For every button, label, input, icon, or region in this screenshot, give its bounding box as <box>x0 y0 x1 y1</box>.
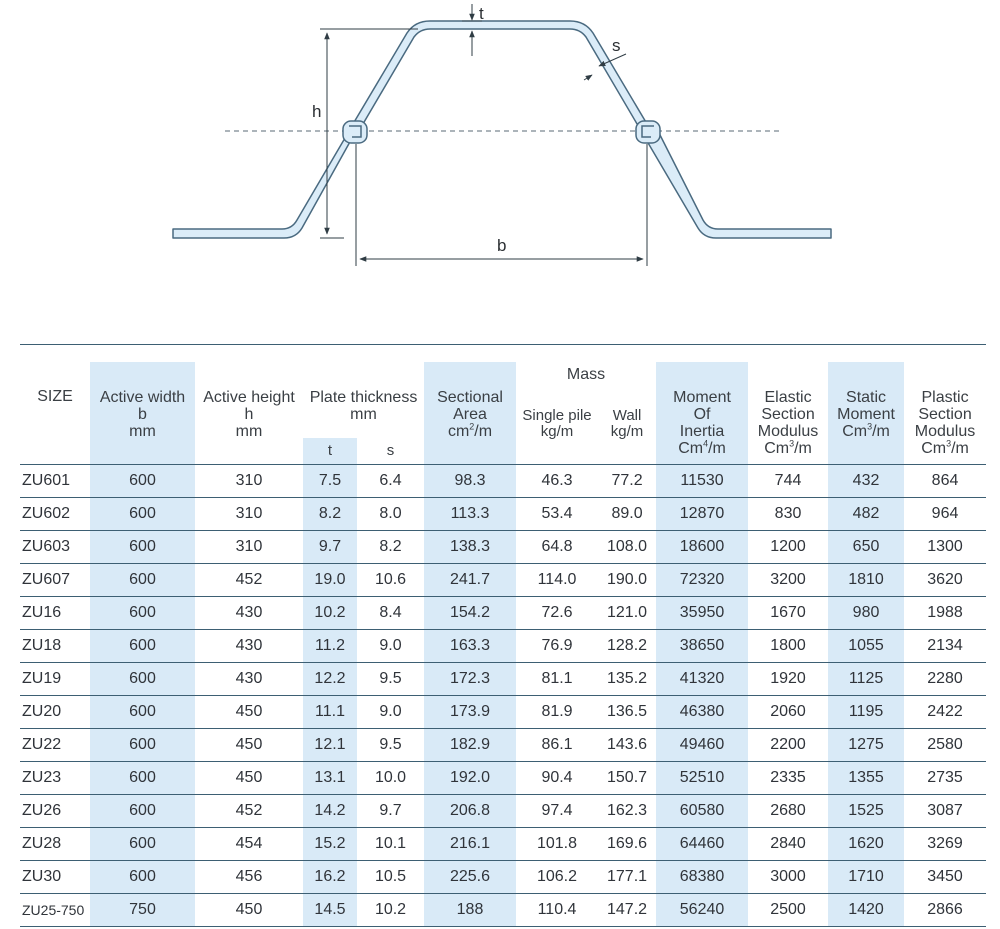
cell-mass-wall: 136.5 <box>598 695 656 728</box>
cell-thickness-t: 7.5 <box>303 464 357 497</box>
cell-elastic-section-modulus: 3200 <box>748 563 828 596</box>
cell-static-moment: 650 <box>828 530 904 563</box>
cell-static-moment: 1195 <box>828 695 904 728</box>
thickness-s-label: s <box>612 36 621 55</box>
cell-plastic-section-modulus: 1988 <box>904 596 986 629</box>
cell-elastic-section-modulus: 2680 <box>748 794 828 827</box>
cell-static-moment: 1275 <box>828 728 904 761</box>
cell-moment-of-inertia: 46380 <box>656 695 748 728</box>
header-wall: Wall kg/m <box>610 407 644 440</box>
cell-active-width: 600 <box>90 728 195 761</box>
cell-mass-wall: 177.1 <box>598 860 656 893</box>
cell-active-height: 452 <box>195 563 303 596</box>
cell-thickness-t: 10.2 <box>303 596 357 629</box>
cell-plastic-section-modulus: 964 <box>904 497 986 530</box>
cell-moment-of-inertia: 18600 <box>656 530 748 563</box>
table-row <box>20 530 986 563</box>
header-single-pile: Single pile kg/m <box>522 407 592 440</box>
cell-moment-of-inertia: 72320 <box>656 563 748 596</box>
specification-table <box>20 362 986 927</box>
cell-moment-of-inertia: 11530 <box>656 464 748 497</box>
cell-size: ZU19 <box>20 662 90 695</box>
cell-active-height: 310 <box>195 497 303 530</box>
height-label: h <box>312 102 322 121</box>
cell-mass-single-pile: 86.1 <box>516 728 598 761</box>
cell-active-height: 452 <box>195 794 303 827</box>
cell-mass-single-pile: 76.9 <box>516 629 598 662</box>
cell-sectional-area: 154.2 <box>424 596 516 629</box>
cell-mass-wall: 162.3 <box>598 794 656 827</box>
cell-mass-single-pile: 110.4 <box>516 893 598 926</box>
cell-size: ZU607 <box>20 563 90 596</box>
cell-active-height: 456 <box>195 860 303 893</box>
cell-plastic-section-modulus: 2866 <box>904 893 986 926</box>
header-elastic-section-modulus: Elastic Section Modulus Cm$^3$/m <box>757 389 819 457</box>
header-mass: Mass <box>566 366 606 383</box>
cell-mass-wall: 121.0 <box>598 596 656 629</box>
cell-moment-of-inertia: 60580 <box>656 794 748 827</box>
cell-elastic-section-modulus: 2840 <box>748 827 828 860</box>
cell-thickness-s: 10.6 <box>357 563 424 596</box>
cell-moment-of-inertia: 68380 <box>656 860 748 893</box>
cell-mass-single-pile: 81.9 <box>516 695 598 728</box>
cell-active-height: 450 <box>195 695 303 728</box>
cell-thickness-s: 8.0 <box>357 497 424 530</box>
cell-elastic-section-modulus: 3000 <box>748 860 828 893</box>
cell-plastic-section-modulus: 2134 <box>904 629 986 662</box>
table-row <box>20 629 986 662</box>
cell-active-width: 600 <box>90 530 195 563</box>
cell-sectional-area: 192.0 <box>424 761 516 794</box>
cell-thickness-s: 10.2 <box>357 893 424 926</box>
cell-active-height: 450 <box>195 728 303 761</box>
cell-active-width: 600 <box>90 761 195 794</box>
cell-moment-of-inertia: 12870 <box>656 497 748 530</box>
cell-mass-wall: 147.2 <box>598 893 656 926</box>
cell-size: ZU28 <box>20 827 90 860</box>
cell-plastic-section-modulus: 3269 <box>904 827 986 860</box>
cell-elastic-section-modulus: 1200 <box>748 530 828 563</box>
cell-static-moment: 432 <box>828 464 904 497</box>
cell-elastic-section-modulus: 1920 <box>748 662 828 695</box>
cell-thickness-t: 11.1 <box>303 695 357 728</box>
cell-size: ZU601 <box>20 464 90 497</box>
table-row <box>20 596 986 629</box>
cell-moment-of-inertia: 41320 <box>656 662 748 695</box>
cell-active-width: 600 <box>90 563 195 596</box>
width-label: b <box>497 236 507 255</box>
cell-thickness-s: 9.0 <box>357 629 424 662</box>
cell-plastic-section-modulus: 3087 <box>904 794 986 827</box>
header-sectional-area: Sectional Area $cm^2/m$ <box>424 362 516 464</box>
cell-elastic-section-modulus: 1670 <box>748 596 828 629</box>
cell-thickness-s: 9.0 <box>357 695 424 728</box>
cell-thickness-t: 9.7 <box>303 530 357 563</box>
header-plastic-section-modulus: Plastic Section Modulus Cm$^3$/m <box>914 389 976 457</box>
cell-elastic-section-modulus: 2060 <box>748 695 828 728</box>
cell-active-width: 600 <box>90 497 195 530</box>
cell-moment-of-inertia: 52510 <box>656 761 748 794</box>
cell-size: ZU18 <box>20 629 90 662</box>
cell-moment-of-inertia: 49460 <box>656 728 748 761</box>
cell-elastic-section-modulus: 744 <box>748 464 828 497</box>
cell-plastic-section-modulus: 1300 <box>904 530 986 563</box>
table-row <box>20 794 986 827</box>
cell-thickness-t: 15.2 <box>303 827 357 860</box>
table-top-rule <box>20 344 986 345</box>
z-profile-shape <box>173 21 831 238</box>
header-moment-of-inertia: Moment Of Inertia Cm$^4$/m <box>656 362 748 464</box>
cell-plastic-section-modulus: 3450 <box>904 860 986 893</box>
cell-active-width: 600 <box>90 629 195 662</box>
cell-elastic-section-modulus: 2200 <box>748 728 828 761</box>
header-plate-thickness: Plate thickness mm <box>309 389 418 423</box>
cell-thickness-t: 13.1 <box>303 761 357 794</box>
header-active-width: Active width b mm <box>90 362 195 464</box>
cell-elastic-section-modulus: 2335 <box>748 761 828 794</box>
cell-mass-wall: 77.2 <box>598 464 656 497</box>
sheet-pile-section-diagram <box>0 0 1000 300</box>
cell-size: ZU602 <box>20 497 90 530</box>
cell-mass-single-pile: 46.3 <box>516 464 598 497</box>
cell-sectional-area: 225.6 <box>424 860 516 893</box>
cell-mass-wall: 169.6 <box>598 827 656 860</box>
cell-mass-single-pile: 114.0 <box>516 563 598 596</box>
cell-static-moment: 1355 <box>828 761 904 794</box>
cell-thickness-s: 9.5 <box>357 662 424 695</box>
cell-active-height: 310 <box>195 530 303 563</box>
cell-mass-wall: 128.2 <box>598 629 656 662</box>
cell-thickness-s: 9.7 <box>357 794 424 827</box>
cell-sectional-area: 182.9 <box>424 728 516 761</box>
cell-sectional-area: 241.7 <box>424 563 516 596</box>
cell-mass-single-pile: 81.1 <box>516 662 598 695</box>
cell-active-height: 310 <box>195 464 303 497</box>
cell-sectional-area: 98.3 <box>424 464 516 497</box>
cell-mass-single-pile: 106.2 <box>516 860 598 893</box>
cell-size: ZU30 <box>20 860 90 893</box>
cell-thickness-t: 8.2 <box>303 497 357 530</box>
cell-sectional-area: 138.3 <box>424 530 516 563</box>
header-t: t <box>303 438 357 464</box>
cell-plastic-section-modulus: 2735 <box>904 761 986 794</box>
table-row <box>20 497 986 530</box>
cell-mass-wall: 143.6 <box>598 728 656 761</box>
cell-static-moment: 980 <box>828 596 904 629</box>
cell-thickness-t: 14.2 <box>303 794 357 827</box>
cell-thickness-s: 10.0 <box>357 761 424 794</box>
cell-mass-single-pile: 101.8 <box>516 827 598 860</box>
cell-sectional-area: 206.8 <box>424 794 516 827</box>
cell-mass-single-pile: 72.6 <box>516 596 598 629</box>
cell-size: ZU25-750 <box>20 893 90 926</box>
cell-thickness-t: 12.2 <box>303 662 357 695</box>
table-row <box>20 761 986 794</box>
cell-thickness-t: 11.2 <box>303 629 357 662</box>
cell-active-width: 600 <box>90 860 195 893</box>
cell-thickness-s: 8.4 <box>357 596 424 629</box>
table-row <box>20 662 986 695</box>
table-row <box>20 563 986 596</box>
cell-active-height: 454 <box>195 827 303 860</box>
cell-thickness-t: 16.2 <box>303 860 357 893</box>
cell-static-moment: 1810 <box>828 563 904 596</box>
cell-static-moment: 1125 <box>828 662 904 695</box>
cell-active-height: 450 <box>195 893 303 926</box>
cell-mass-wall: 135.2 <box>598 662 656 695</box>
cell-active-width: 600 <box>90 662 195 695</box>
cell-mass-wall: 89.0 <box>598 497 656 530</box>
cell-thickness-t: 19.0 <box>303 563 357 596</box>
cell-active-width: 600 <box>90 464 195 497</box>
table-row <box>20 464 986 497</box>
cell-thickness-t: 14.5 <box>303 893 357 926</box>
cell-moment-of-inertia: 56240 <box>656 893 748 926</box>
cell-mass-wall: 108.0 <box>598 530 656 563</box>
header-active-height: Active height h mm <box>203 389 295 440</box>
thickness-t-label: t <box>479 4 484 23</box>
cell-thickness-s: 6.4 <box>357 464 424 497</box>
header-size: SIZE <box>37 388 73 405</box>
cell-static-moment: 1420 <box>828 893 904 926</box>
cell-thickness-s: 10.5 <box>357 860 424 893</box>
cell-size: ZU23 <box>20 761 90 794</box>
cell-static-moment: 1525 <box>828 794 904 827</box>
cell-mass-single-pile: 90.4 <box>516 761 598 794</box>
header-s: s <box>386 441 395 459</box>
cell-static-moment: 1055 <box>828 629 904 662</box>
header-static-moment: Static Moment Cm$^3$/m <box>828 362 904 464</box>
cell-moment-of-inertia: 64460 <box>656 827 748 860</box>
cell-active-width: 600 <box>90 827 195 860</box>
cell-plastic-section-modulus: 2422 <box>904 695 986 728</box>
table-row <box>20 893 986 926</box>
cell-sectional-area: 216.1 <box>424 827 516 860</box>
cell-sectional-area: 188 <box>424 893 516 926</box>
cell-thickness-s: 10.1 <box>357 827 424 860</box>
cell-sectional-area: 163.3 <box>424 629 516 662</box>
cell-active-width: 750 <box>90 893 195 926</box>
cell-size: ZU603 <box>20 530 90 563</box>
cell-active-height: 430 <box>195 596 303 629</box>
cell-moment-of-inertia: 35950 <box>656 596 748 629</box>
cell-plastic-section-modulus: 2280 <box>904 662 986 695</box>
table-row <box>20 728 986 761</box>
cell-mass-single-pile: 53.4 <box>516 497 598 530</box>
cell-size: ZU16 <box>20 596 90 629</box>
cell-elastic-section-modulus: 2500 <box>748 893 828 926</box>
table-row <box>20 695 986 728</box>
cell-plastic-section-modulus: 3620 <box>904 563 986 596</box>
cell-static-moment: 482 <box>828 497 904 530</box>
cell-static-moment: 1710 <box>828 860 904 893</box>
cell-size: ZU20 <box>20 695 90 728</box>
cell-sectional-area: 173.9 <box>424 695 516 728</box>
cell-moment-of-inertia: 38650 <box>656 629 748 662</box>
cell-size: ZU22 <box>20 728 90 761</box>
cell-sectional-area: 172.3 <box>424 662 516 695</box>
cell-active-height: 430 <box>195 662 303 695</box>
cell-plastic-section-modulus: 864 <box>904 464 986 497</box>
cell-mass-single-pile: 64.8 <box>516 530 598 563</box>
cell-elastic-section-modulus: 1800 <box>748 629 828 662</box>
cell-thickness-s: 9.5 <box>357 728 424 761</box>
cell-sectional-area: 113.3 <box>424 497 516 530</box>
cell-thickness-t: 12.1 <box>303 728 357 761</box>
table-row <box>20 860 986 893</box>
cell-active-width: 600 <box>90 695 195 728</box>
cell-elastic-section-modulus: 830 <box>748 497 828 530</box>
cell-mass-wall: 150.7 <box>598 761 656 794</box>
cell-active-height: 430 <box>195 629 303 662</box>
cell-plastic-section-modulus: 2580 <box>904 728 986 761</box>
cell-thickness-s: 8.2 <box>357 530 424 563</box>
cell-active-width: 600 <box>90 596 195 629</box>
cell-active-width: 600 <box>90 794 195 827</box>
cell-mass-wall: 190.0 <box>598 563 656 596</box>
cell-size: ZU26 <box>20 794 90 827</box>
cell-mass-single-pile: 97.4 <box>516 794 598 827</box>
cell-active-height: 450 <box>195 761 303 794</box>
table-row <box>20 827 986 860</box>
cell-static-moment: 1620 <box>828 827 904 860</box>
